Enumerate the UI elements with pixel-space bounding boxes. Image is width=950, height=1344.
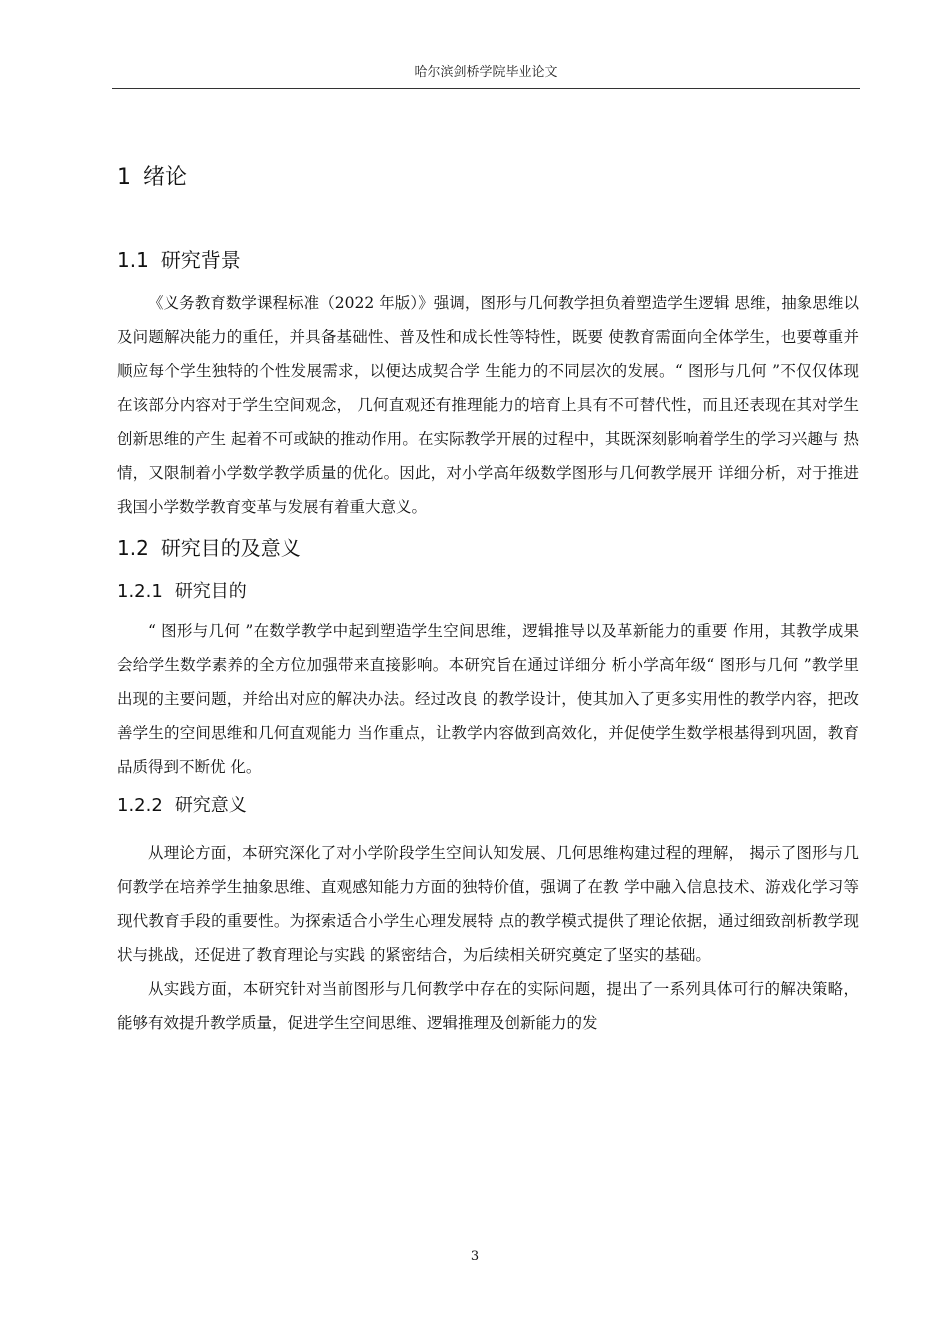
section-number: 1.2 bbox=[117, 536, 149, 560]
meaning-paragraph-theory: 从理论方面，本研究深化了对小学阶段学生空间认知发展、几何思维构建过程的理解， 揭示了图形与几何教学在培养学生抽象思维、直观感知能力方面的独特价值，强调了在教 学中融入信息技术、游戏化学习等现代教育手段的重要性。为探索适合小学生心理发展特 点的教学模式提供了理论依据，通过细致剖析教学现状与挑战，还促进了教育理论与实践 的紧密结合，为后续相关研究奠定了坚实的基础。 bbox=[117, 844, 859, 964]
page-body bbox=[117, 158, 859, 1040]
subsection-title: 研究目的 bbox=[174, 581, 247, 602]
section-heading-purpose-meaning bbox=[117, 528, 859, 568]
subsection-heading-purpose bbox=[117, 574, 859, 610]
section-heading-background bbox=[117, 240, 859, 280]
chapter-title: 绪论 bbox=[143, 165, 188, 190]
background-paragraph: 《义务教育数学课程标准（2022 年版）》强调，图形与几何教学担负着塑造学生逻辑 思维，抽象思维以及问题解决能力的重任，并具备基础性、普及性和成长性等特性，既要 使教育需面向全体学生，也要尊重并顺应每个学生独特的个性发展需求，以便达成契合学 生能力的不同层次的发展。“ 图形与几何 ”不仅仅体现在该部分内容对于学生空间观念， 几何直观还有推理能力的培育上具有不可替代性，而且还表现在其对学生创新思维的产生 起着不可或缺的推动作用。在实际教学开展的过程中，其既深刻影响着学生的学习兴趣与 热情，又限制着小学数学教学质量的优化。因此，对小学高年级数学图形与几何教学展开 详细分析，对于推进我国小学数学教育变革与发展有着重大意义。 bbox=[117, 294, 859, 516]
subsection-title: 研究意义 bbox=[174, 795, 247, 816]
chapter-number: 1 bbox=[117, 165, 131, 190]
purpose-paragraph: “ 图形与几何 ”在数学教学中起到塑造学生空间思维，逻辑推导以及革新能力的重要 作用，其教学成果会给学生数学素养的全方位加强带来直接影响。本研究旨在通过详细分 析小学高年级“ 图形与几何 ”教学里出现的主要问题，并给出对应的解决办法。经过改良 的教学设计，使其加入了更多实用性的教学内容，把改善学生的空间思维和几何直观能力 当作重点，让教学内容做到高效化，并促使学生数学根基得到巩固，教育品质得到不断优 化。 bbox=[117, 622, 859, 776]
subsection-heading-meaning bbox=[117, 788, 859, 824]
page-number: 3 bbox=[470, 1249, 480, 1264]
header-divider bbox=[112, 88, 860, 89]
chapter-heading bbox=[117, 158, 859, 198]
section-number: 1.1 bbox=[117, 248, 149, 272]
running-header: 哈尔滨剑桥学院毕业论文 bbox=[414, 65, 558, 80]
subsection-number: 1.2.1 bbox=[117, 581, 163, 602]
section-title: 研究目的及意义 bbox=[160, 536, 301, 560]
meaning-paragraph-practice: 从实践方面，本研究针对当前图形与几何教学中存在的实际问题，提出了一系列具体可行的解决策略，能够有效提升教学质量，促进学生空间思维、逻辑推理及创新能力的发 bbox=[117, 980, 859, 1032]
section-title: 研究背景 bbox=[160, 248, 241, 272]
subsection-number: 1.2.2 bbox=[117, 795, 163, 816]
